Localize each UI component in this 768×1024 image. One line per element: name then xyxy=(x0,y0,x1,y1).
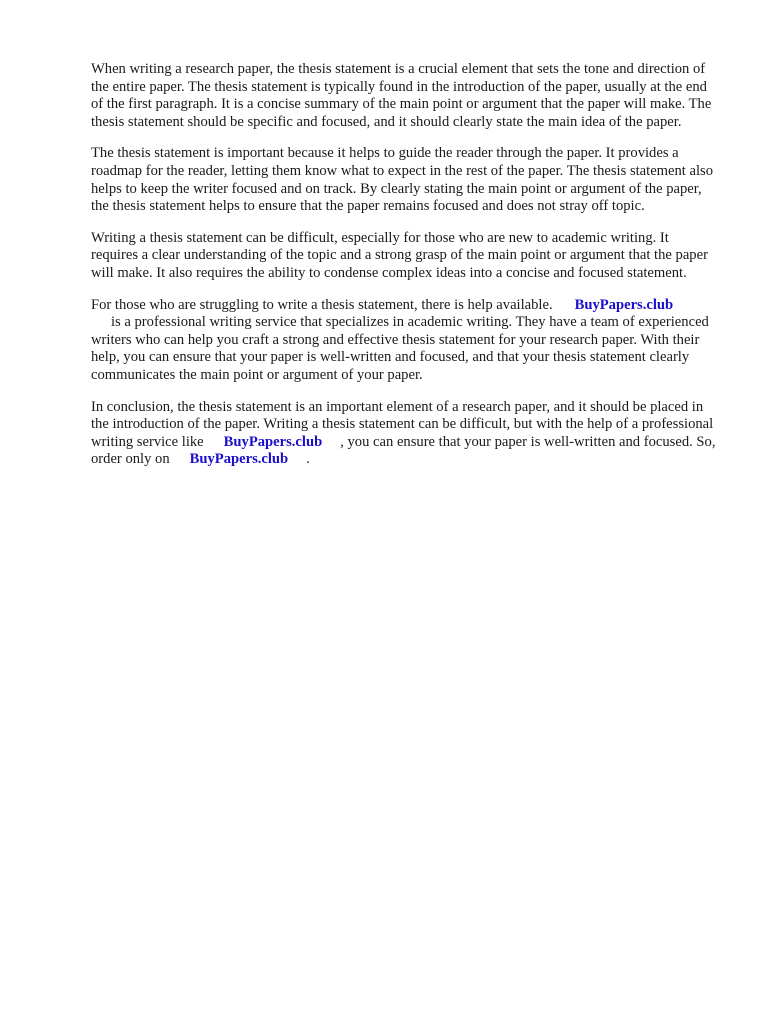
paragraph-3: Writing a thesis statement can be difficult, especially for those who are new to academic writing. It requires a clear understanding of the topic and a strong grasp of the main point or argument that the paper will make. It also requires the ability to condense complex ideas into a concise and focused statement. xyxy=(91,229,708,281)
paragraph-4-text-before-link: For those who are struggling to write a thesis statement, there is help available. xyxy=(91,296,553,313)
paragraph-5-text-3: . xyxy=(306,451,310,468)
paragraph-4-text-after-link: is a professional writing service that specializes in academic writing. They have a team of experienced writers who can help you craft a strong and effective thesis statement for your research paper. With their help, you can ensure that your paper is well-written and focused, and that your thesis statement clearly communicates the main point or argument of your paper. xyxy=(91,314,709,383)
buypapers-link-3[interactable]: BuyPapers.club xyxy=(189,451,289,468)
paragraph-2: The thesis statement is important because it helps to guide the reader through the paper. It provides a roadmap for the reader, letting them know what to expect in the rest of the paper. The thesis statement also helps to keep the writer focused and on track. By clearly stating the main point or argument of the paper, the thesis statement helps to ensure that the paper remains focused and does not stray off topic. xyxy=(91,145,714,215)
document-body xyxy=(91,61,719,483)
paragraph-5-text-2: , you can ensure that your paper is well-written and focused. So, order only on xyxy=(91,433,716,468)
paragraph-4 xyxy=(91,297,719,385)
buypapers-link-2[interactable]: BuyPapers.club xyxy=(223,433,323,450)
paragraph-5-text-1: In conclusion, the thesis statement is an important element of a research paper, and it should be placed in the introduction of the paper. Writing a thesis statement can be difficult, but with the help of a professional writing service like xyxy=(91,398,714,450)
paragraph-1: When writing a research paper, the thesis statement is a crucial element that sets the tone and direction of the entire paper. The thesis statement is typically found in the introduction of the paper, usually at the end of the first paragraph. It is a concise summary of the main point or argument that the paper will make. The thesis statement should be specific and focused, and it should clearly state the main idea of the paper. xyxy=(91,61,712,130)
paragraph-5 xyxy=(91,399,719,469)
buypapers-link[interactable]: BuyPapers.club xyxy=(574,296,674,313)
